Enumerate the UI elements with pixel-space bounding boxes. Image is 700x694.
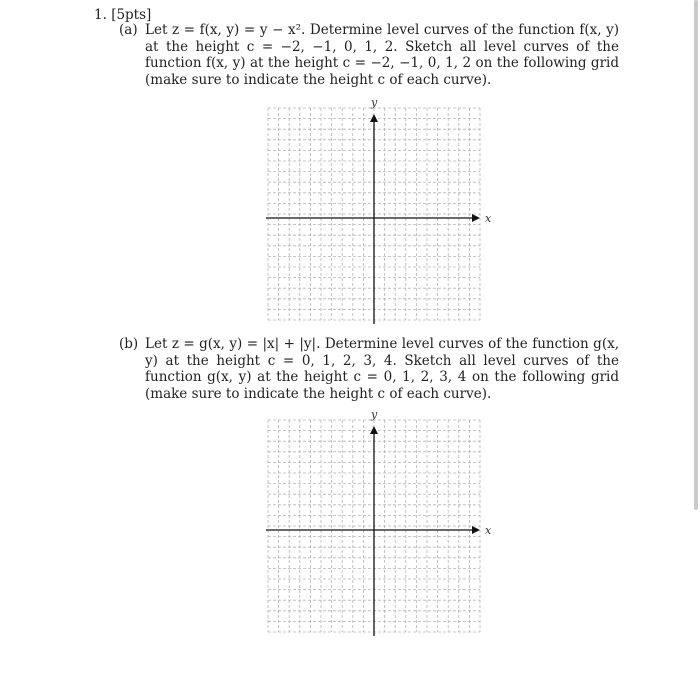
part-b-text: Let z = g(x, y) = |x| + |y|. Determine level curves of the function g(x, y) at the height c = 0, 1, 2, 3, 4. Sketch all level curves of the function g(x, y) at the height c = 0, 1, 2, 3, 4 on the following grid (make sure to indicate the height c of each curve). [145, 336, 619, 402]
problem-points: [5pts] [111, 7, 152, 23]
grid-b-y-label: y [371, 408, 378, 421]
part-a [119, 22, 619, 88]
grid-a-y-arrow-icon [370, 114, 378, 122]
problem-header [94, 7, 151, 23]
grid-a-y-label: y [371, 96, 378, 109]
grid-a-svg [256, 96, 496, 336]
problem-number: 1. [94, 7, 107, 23]
grid-a [256, 96, 496, 336]
grid-b [256, 408, 496, 648]
part-b-label: (b) [119, 336, 139, 352]
grid-a-x-arrow-icon [472, 214, 480, 222]
part-b [119, 336, 619, 402]
grid-b-x-arrow-icon [472, 526, 480, 534]
grid-a-x-label: x [485, 212, 492, 225]
grid-b-y-arrow-icon [370, 426, 378, 434]
grid-b-x-label: x [485, 524, 492, 537]
scrollbar[interactable] [694, 0, 698, 510]
grid-b-svg [256, 408, 496, 648]
part-a-label: (a) [119, 22, 138, 38]
part-a-text: Let z = f(x, y) = y − x². Determine level curves of the function f(x, y) at the height c = −2, −1, 0, 1, 2. Sketch all level curves of the function f(x, y) at the height c = −2, −1, 0, 1, 2 on the following grid (make sure to indicate the height c of each curve). [145, 22, 619, 88]
